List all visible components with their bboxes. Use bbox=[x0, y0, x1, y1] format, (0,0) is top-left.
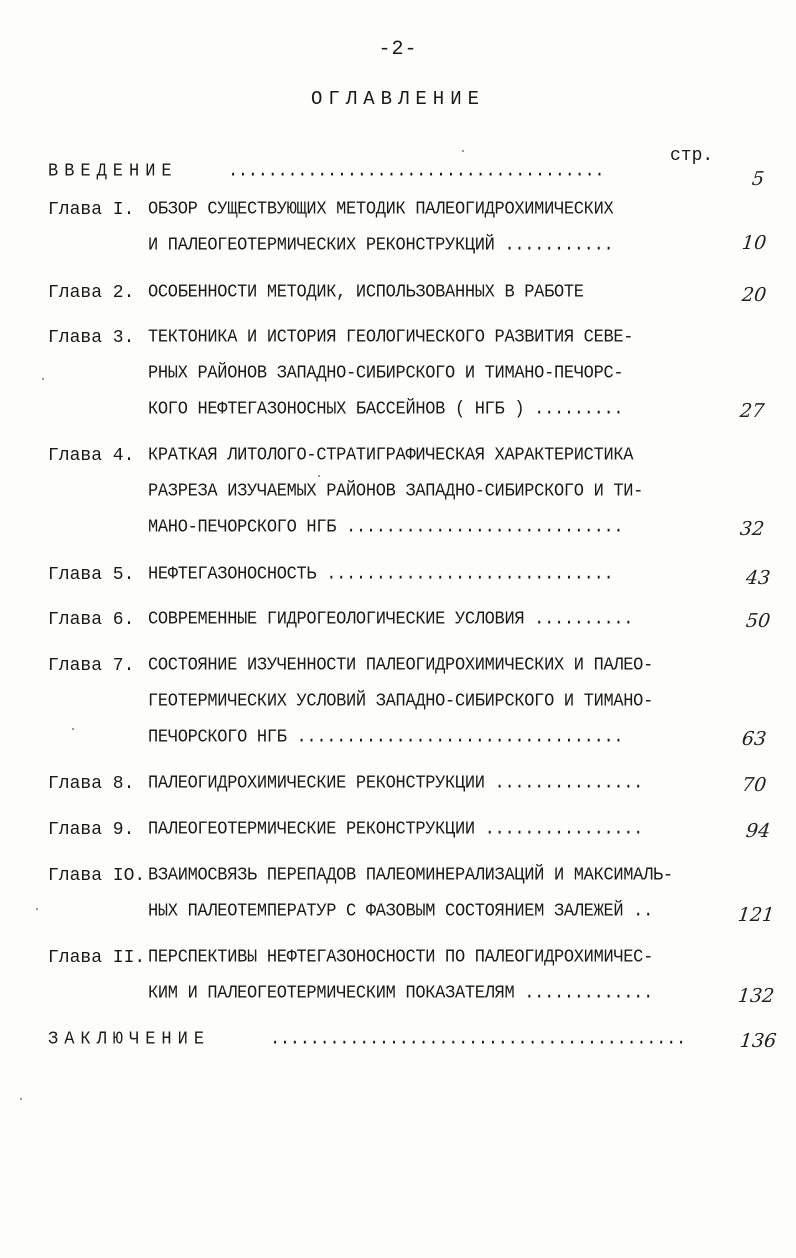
chapter-7-page: 63 bbox=[740, 728, 768, 750]
chapter-2-label: Глава 2. bbox=[48, 283, 135, 303]
scan-speck bbox=[42, 378, 44, 380]
chapter-5-page: 43 bbox=[744, 567, 772, 589]
chapter-9-line-1: ПАЛЕОГЕОТЕРМИЧЕСКИЕ РЕКОНСТРУКЦИИ ................ bbox=[148, 819, 644, 840]
chapter-8-label: Глава 8. bbox=[48, 774, 135, 794]
chapter-5-line-1: НЕФТЕГАЗОНОСНОСТЬ ............................. bbox=[148, 564, 614, 585]
scan-speck bbox=[462, 150, 464, 152]
scan-speck bbox=[72, 728, 74, 730]
chapter-11-page: 132 bbox=[736, 985, 776, 1007]
chapter-11-line-1: ПЕРСПЕКТИВЫ НЕФТЕГАЗОНОСНОСТИ ПО ПАЛЕОГИДРОХИМИЧЕС- bbox=[148, 947, 653, 968]
chapter-7-line-1: СОСТОЯНИЕ ИЗУЧЕННОСТИ ПАЛЕОГИДРОХИМИЧЕСКИХ И ПАЛЕО- bbox=[148, 655, 653, 676]
intro-page: 5 bbox=[750, 168, 766, 190]
chapter-4-line-3: МАНО-ПЕЧОРСКОГО НГБ ............................ bbox=[148, 517, 624, 538]
chapter-8-line-1: ПАЛЕОГИДРОХИМИЧЕСКИЕ РЕКОНСТРУКЦИИ ............... bbox=[148, 773, 644, 794]
chapter-7-line-2: ГЕОТЕРМИЧЕСКИХ УСЛОВИЙ ЗАПАДНО-СИБИРСКОГО И ТИМАНО- bbox=[148, 691, 653, 712]
chapter-4-line-2: РАЗРЕЗА ИЗУЧАЕМЫХ РАЙОНОВ ЗАПАДНО-СИБИРСКОГО И ТИ- bbox=[148, 481, 644, 502]
chapter-11-line-2: КИМ И ПАЛЕОГЕОТЕРМИЧЕСКИМ ПОКАЗАТЕЛЯМ ............. bbox=[148, 983, 653, 1004]
chapter-3-label: Глава 3. bbox=[48, 328, 135, 348]
chapter-2-line-1: ОСОБЕННОСТИ МЕТОДИК, ИСПОЛЬЗОВАННЫХ В РАБОТЕ bbox=[148, 282, 584, 303]
chapter-10-line-2: НЫХ ПАЛЕОТЕМПЕРАТУР С ФАЗОВЫМ СОСТОЯНИЕМ ЗАЛЕЖЕЙ .. bbox=[148, 901, 653, 922]
chapter-4-label: Глава 4. bbox=[48, 446, 135, 466]
chapter-3-line-2: РНЫХ РАЙОНОВ ЗАПАДНО-СИБИРСКОГО И ТИМАНО-ПЕЧОРС- bbox=[148, 363, 624, 384]
toc-title: ОГЛАВЛЕНИЕ bbox=[310, 88, 486, 110]
chapter-6-label: Глава 6. bbox=[48, 610, 135, 630]
chapter-9-label: Глава 9. bbox=[48, 820, 135, 840]
chapter-2-page: 20 bbox=[740, 284, 768, 306]
chapter-8-page: 70 bbox=[740, 774, 768, 796]
conclusion-page: 136 bbox=[738, 1030, 778, 1052]
chapter-9-page: 94 bbox=[744, 820, 772, 842]
chapter-10-label: Глава IO. bbox=[48, 866, 146, 886]
conclusion-label: ЗАКЛЮЧЕНИЕ bbox=[48, 1029, 211, 1050]
chapter-11-label: Глава II. bbox=[48, 948, 146, 968]
chapter-4-line-1: КРАТКАЯ ЛИТОЛОГО-СТРАТИГРАФИЧЕСКАЯ ХАРАКТЕРИСТИКА bbox=[148, 445, 634, 466]
chapter-6-page: 50 bbox=[744, 610, 772, 632]
chapter-1-line-1: ОБЗОР СУЩЕСТВУЮЩИХ МЕТОДИК ПАЛЕОГИДРОХИМИЧЕСКИХ bbox=[148, 199, 614, 220]
intro-dots: ...................................... bbox=[228, 161, 605, 182]
page-column-label: стр. bbox=[670, 146, 714, 166]
page-number: -2- bbox=[378, 38, 418, 61]
chapter-3-line-3: КОГО НЕФТЕГАЗОНОСНЫХ БАССЕЙНОВ ( НГБ ) ......... bbox=[148, 399, 624, 420]
chapter-10-page: 121 bbox=[736, 904, 776, 926]
chapter-10-line-1: ВЗАИМОСВЯЗЬ ПЕРЕПАДОВ ПАЛЕОМИНЕРАЛИЗАЦИЙ И МАКСИМАЛЬ- bbox=[148, 865, 673, 886]
chapter-7-label: Глава 7. bbox=[48, 656, 135, 676]
scan-speck bbox=[20, 1098, 22, 1100]
chapter-3-page: 27 bbox=[738, 400, 766, 422]
chapter-6-line-1: СОВРЕМЕННЫЕ ГИДРОГЕОЛОГИЧЕСКИЕ УСЛОВИЯ .......... bbox=[148, 609, 634, 630]
chapter-1-page: 10 bbox=[740, 232, 768, 254]
chapter-1-label: Глава I. bbox=[48, 200, 135, 220]
chapter-4-page: 32 bbox=[738, 518, 766, 540]
chapter-3-line-1: ТЕКТОНИКА И ИСТОРИЯ ГЕОЛОГИЧЕСКОГО РАЗВИТИЯ СЕВЕ- bbox=[148, 327, 634, 348]
conclusion-dots: .......................................... bbox=[270, 1029, 686, 1050]
chapter-7-line-3: ПЕЧОРСКОГО НГБ ................................. bbox=[148, 727, 624, 748]
scan-speck bbox=[36, 908, 38, 910]
scan-speck bbox=[318, 475, 320, 477]
intro-label: ВВЕДЕНИЕ bbox=[48, 161, 178, 182]
chapter-5-label: Глава 5. bbox=[48, 565, 135, 585]
chapter-1-line-2: И ПАЛЕОГЕОТЕРМИЧЕСКИХ РЕКОНСТРУКЦИЙ ........... bbox=[148, 235, 614, 256]
